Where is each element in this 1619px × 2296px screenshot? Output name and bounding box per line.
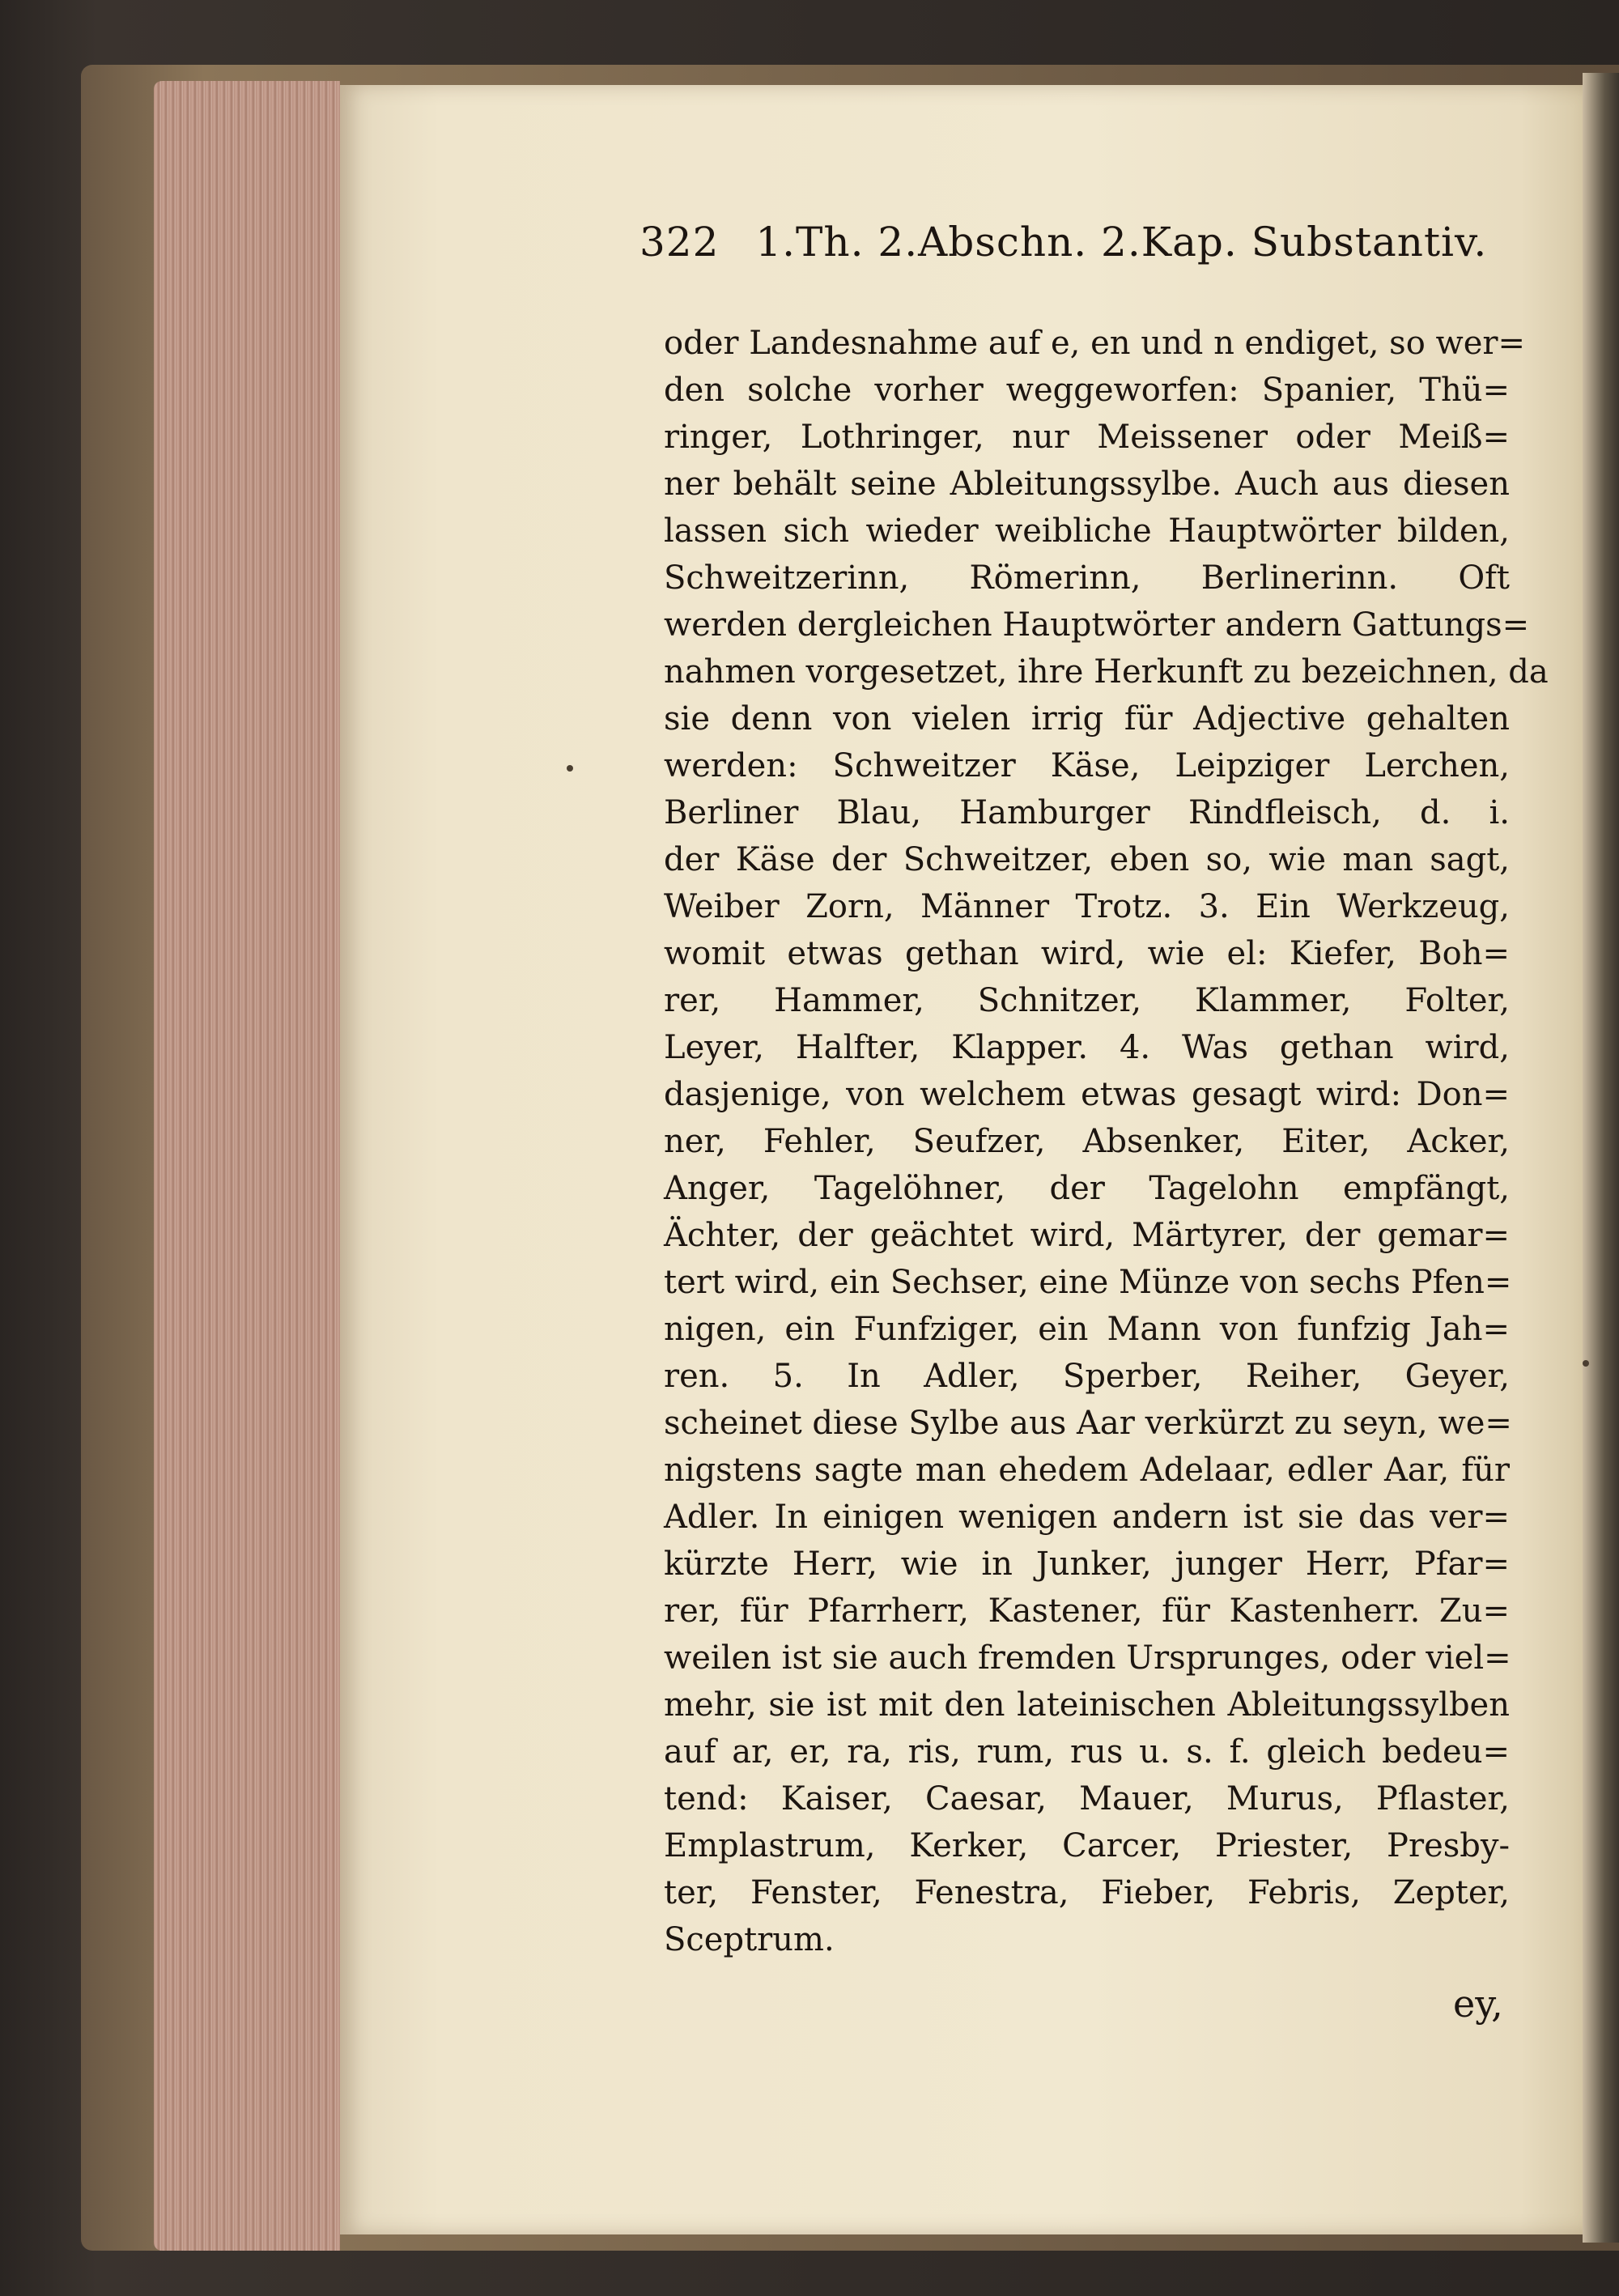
page-number: 322	[640, 219, 720, 266]
text-line: ringer, Lothringer, nur Meissener oder Meiß=	[664, 419, 1510, 456]
text-line: werden dergleichen Hauptwörter andern Gattungs=	[664, 606, 1530, 644]
paper-speck	[567, 765, 573, 772]
text-line: den solche vorher weggeworfen: Spanier, Thü=	[664, 372, 1510, 409]
text-line: Leyer, Halfter, Klapper. 4. Was gethan wird,	[664, 1029, 1510, 1066]
text-line: tert wird, ein Sechser, eine Münze von sechs Pfen=	[664, 1264, 1512, 1301]
text-line: rer, Hammer, Schnitzer, Klammer, Folter,	[664, 982, 1510, 1019]
text-line: rer, für Pfarrherr, Kastener, für Kastenherr. Zu=	[664, 1592, 1510, 1630]
page-edges	[154, 81, 340, 2251]
text-line: Weiber Zorn, Männer Trotz. 3. Ein Werkzeug,	[664, 888, 1510, 925]
text-line: scheinet diese Sylbe aus Aar verkürzt zu seyn, we=	[664, 1405, 1512, 1442]
text-line: lassen sich wieder weibliche Hauptwörter bilden,	[664, 512, 1510, 550]
facing-page-edge	[1583, 73, 1619, 2243]
text-line: ren. 5. In Adler, Sperber, Reiher, Geyer,	[664, 1358, 1510, 1395]
text-line: weilen ist sie auch fremden Ursprunges, oder viel=	[664, 1639, 1511, 1677]
text-line: Schweitzerinn, Römerinn, Berlinerinn. Oft	[664, 559, 1510, 597]
running-head-title: 1.Th. 2.Abschn. 2.Kap. Substantiv.	[755, 219, 1488, 266]
text-line: sie denn von vielen irrig für Adjective gehalten	[664, 700, 1510, 738]
text-line: oder Landesnahme auf e, en und n endiget, so wer=	[664, 325, 1526, 362]
text-line: Berliner Blau, Hamburger Rindfleisch, d. i.	[664, 794, 1510, 831]
text-line: Ächter, der geächtet wird, Märtyrer, der gemar=	[664, 1217, 1510, 1254]
text-line: auf ar, er, ra, ris, rum, rus u. s. f. gleich bedeu=	[664, 1733, 1510, 1771]
text-line: tend: Kaiser, Caesar, Mauer, Murus, Pflaster,	[664, 1780, 1510, 1818]
text-line: Sceptrum.	[664, 1921, 835, 1958]
text-line: mehr, sie ist mit den lateinischen Ableitungssylben	[664, 1686, 1510, 1724]
text-line: kürzte Herr, wie in Junker, junger Herr, Pfar=	[664, 1546, 1510, 1583]
text-line: nahmen vorgesetzet, ihre Herkunft zu bezeichnen, da	[664, 653, 1549, 691]
text-line: womit etwas gethan wird, wie el: Kiefer, Boh=	[664, 935, 1510, 972]
paper-speck	[1583, 1360, 1589, 1367]
text-line: Anger, Tagelöhner, der Tagelohn empfängt,	[664, 1170, 1510, 1207]
text-line: Adler. In einigen wenigen andern ist sie das ver=	[664, 1499, 1510, 1536]
text-line: ner behält seine Ableitungssylbe. Auch aus diesen	[664, 466, 1510, 503]
text-line: werden: Schweitzer Käse, Leipziger Lerchen,	[664, 747, 1510, 784]
text-line: Emplastrum, Kerker, Carcer, Priester, Presby-	[664, 1827, 1510, 1864]
text-line: dasjenige, von welchem etwas gesagt wird: Don=	[664, 1076, 1510, 1113]
text-line: ter, Fenster, Fenestra, Fieber, Febris, Zepter,	[664, 1874, 1510, 1911]
body-text	[664, 320, 1549, 1963]
text-line: nigen, ein Funfziger, ein Mann von funfzig Jah=	[664, 1311, 1510, 1348]
text-line: ner, Fehler, Seufzer, Absenker, Eiter, Acker,	[664, 1123, 1510, 1160]
running-header	[640, 219, 1488, 266]
text-line: nigstens sagte man ehedem Adelaar, edler Aar, für	[664, 1452, 1510, 1489]
text-line: der Käse der Schweitzer, eben so, wie man sagt,	[664, 841, 1510, 878]
catchword: ey,	[1453, 1982, 1503, 2026]
